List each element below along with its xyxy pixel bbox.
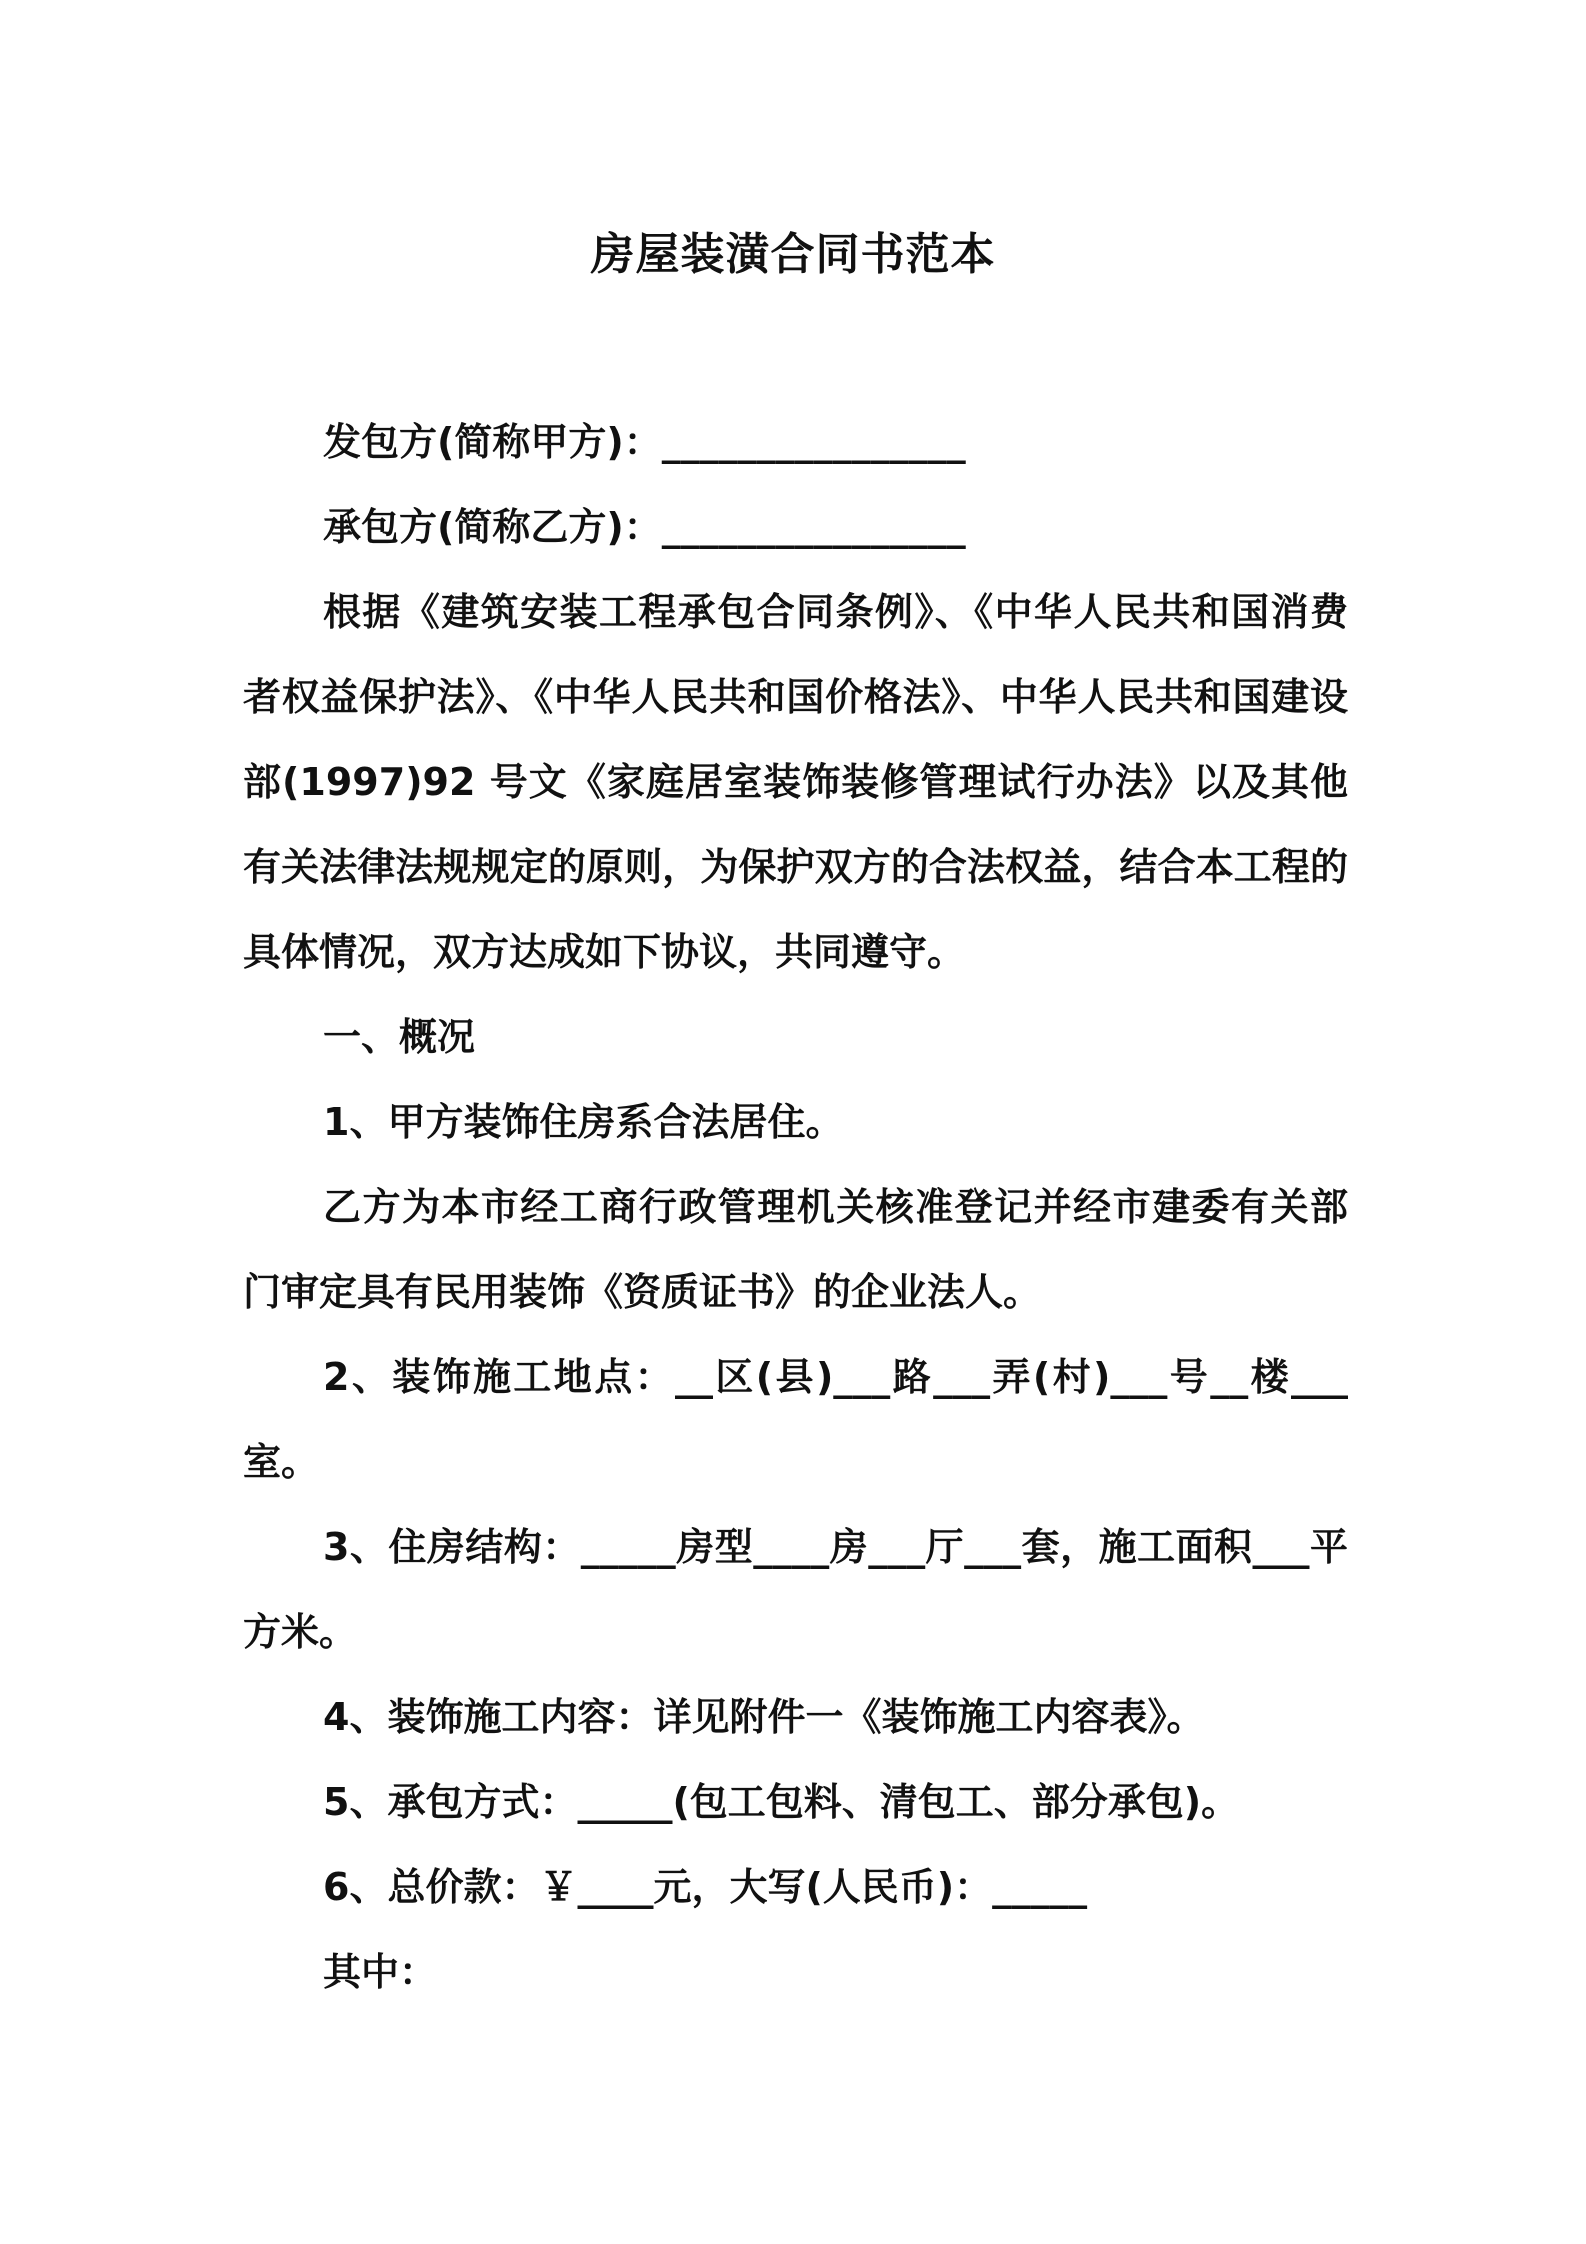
clause-2-location: 2、装饰施工地点：__区(县)___路___弄(村)___号__楼___室。	[243, 1355, 1348, 1484]
clause-1-contractor: 乙方为本市经工商行政管理机关核准登记并经市建委有关部门审定具有民用装饰《资质证书》的企业法人。	[243, 1185, 1348, 1314]
clause-1: 1、甲方装饰住房系合法居住。	[323, 1100, 844, 1144]
clause-6-breakdown-label: 其中：	[323, 1950, 438, 1994]
document-title: 房屋装潢合同书范本	[590, 229, 996, 280]
clause-6-price: 6、总价款：￥____元，大写(人民币)：_____	[323, 1865, 1088, 1909]
document-body	[243, 400, 1348, 2015]
preamble-paragraph: 根据《建筑安装工程承包合同条例》、《中华人民共和国消费者权益保护法》、《中华人民共和国价格法》、中华人民共和国建设部(1997)92 号文《家庭居室装饰装修管理试行办法》以及其他有关法律法规规定的原则，为保护双方的合法权益，结合本工程的具体情况，双方达成如下协议，共同遵守。	[243, 590, 1348, 974]
clause-4-content: 4、装饰施工内容：详见附件一《装饰施工内容表》。	[323, 1695, 1205, 1739]
section-heading-overview: 一、概况	[323, 1015, 476, 1059]
clause-3-structure: 3、住房结构：_____房型____房___厅___套，施工面积___平方米。	[243, 1525, 1348, 1654]
clause-5-method: 5、承包方式：_____(包工包料、清包工、部分承包)。	[323, 1780, 1240, 1824]
party-a-line: 发包方(简称甲方)：________________	[323, 420, 966, 464]
party-b-line: 承包方(简称乙方)：________________	[323, 505, 966, 549]
